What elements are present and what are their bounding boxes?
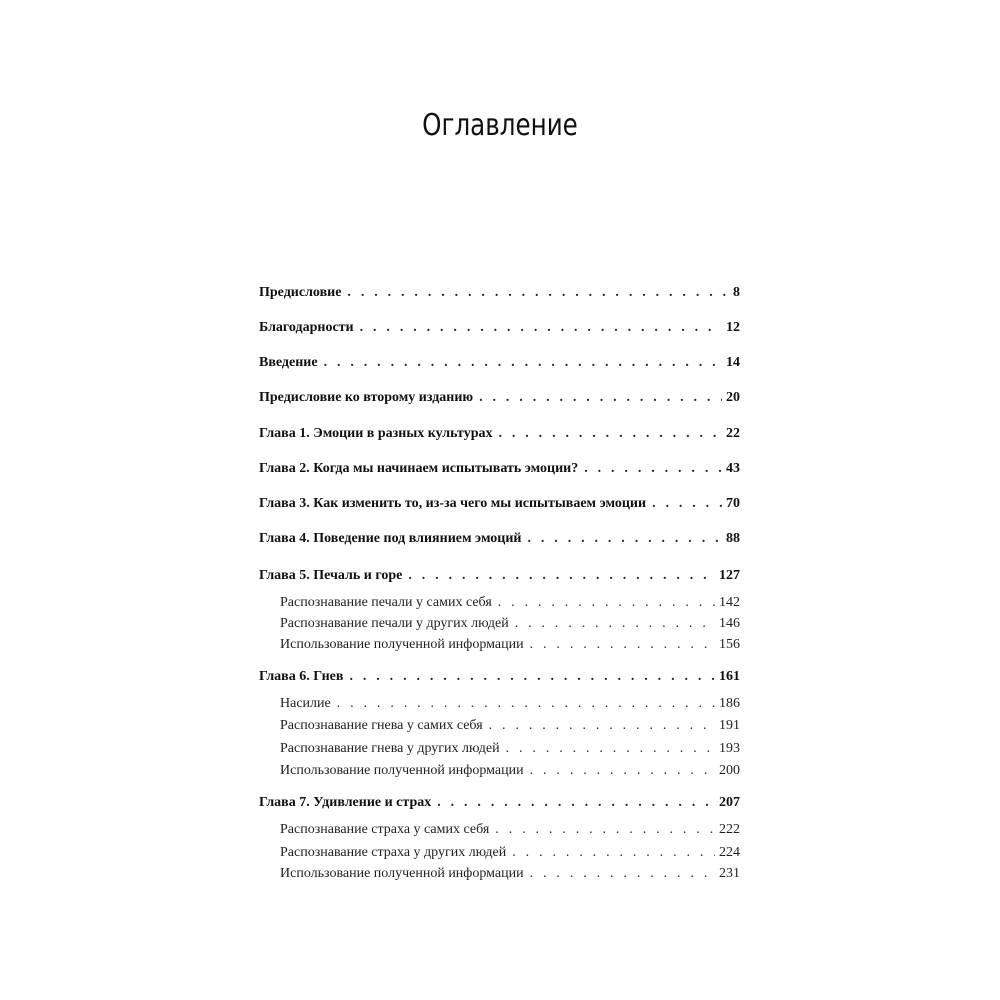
toc-entry-acknowledgements[interactable] — [259, 318, 740, 338]
dot-leader — [584, 459, 722, 479]
dot-leader — [489, 716, 715, 736]
toc-entry-chapter-7[interactable] — [259, 793, 740, 813]
toc-entry-page: 191 — [719, 718, 740, 733]
toc-subentry[interactable] — [280, 864, 740, 884]
toc-entry-page: 146 — [719, 616, 740, 631]
dot-leader — [530, 635, 715, 655]
toc-entry-chapter-1[interactable] — [259, 424, 740, 444]
dot-leader — [530, 864, 715, 884]
toc-entry-page: 200 — [719, 763, 740, 778]
toc-subentry[interactable] — [280, 761, 740, 781]
toc-entry-page: 222 — [719, 822, 740, 837]
toc-entry-title: Предисловие — [259, 285, 342, 300]
toc-subentry[interactable] — [280, 820, 740, 840]
dot-leader — [437, 793, 715, 813]
toc-entry-page: 20 — [726, 390, 740, 405]
toc-entry-chapter-5[interactable] — [259, 566, 740, 586]
toc-entry-page: 142 — [719, 595, 740, 610]
toc-entry-title: Использование полученной информации — [280, 763, 524, 778]
toc-entry-title: Распознавание страха у других людей — [280, 845, 507, 860]
dot-leader — [347, 283, 729, 303]
toc-entry-page: 193 — [719, 741, 740, 756]
toc-entry-page: 156 — [719, 637, 740, 652]
toc-subentry[interactable] — [280, 694, 740, 714]
toc-subentry[interactable] — [280, 716, 740, 736]
toc-entry-title: Распознавание страха у самих себя — [280, 822, 490, 837]
toc-entry-chapter-6[interactable] — [259, 667, 740, 687]
toc-entry-title: Распознавание гнева у других людей — [280, 741, 500, 756]
toc-entry-title: Глава 7. Удивление и страх — [259, 795, 432, 810]
toc-entry-page: 161 — [719, 669, 740, 684]
toc-entry-title: Глава 1. Эмоции в разных культурах — [259, 426, 493, 441]
toc-entry-chapter-4[interactable] — [259, 529, 740, 549]
dot-leader — [349, 667, 715, 687]
dot-leader — [498, 593, 715, 613]
toc-entry-title: Распознавание печали у других людей — [280, 616, 509, 631]
toc-entry-page: 231 — [719, 866, 740, 881]
toc-entry-title: Глава 6. Гнев — [259, 669, 344, 684]
toc-entry-page: 186 — [719, 696, 740, 711]
toc-entry-page: 70 — [726, 496, 740, 511]
dot-leader — [530, 761, 715, 781]
dot-leader — [498, 424, 722, 444]
toc-subentry[interactable] — [280, 614, 740, 634]
dot-leader — [506, 739, 715, 759]
toc-entry-title: Глава 4. Поведение под влиянием эмоций — [259, 531, 522, 546]
toc-entry-title: Введение — [259, 355, 318, 370]
toc-entry-page: 12 — [726, 320, 740, 335]
toc-entry-page: 207 — [719, 795, 740, 810]
toc-entry-title: Глава 2. Когда мы начинаем испытывать эмоции? — [259, 461, 579, 476]
toc-entry-title: Предисловие ко второму изданию — [259, 390, 474, 405]
toc-entry-page: 8 — [733, 285, 740, 300]
toc-entry-page: 224 — [719, 845, 740, 860]
toc-entry-title: Использование полученной информации — [280, 637, 524, 652]
toc-entry-chapter-2[interactable] — [259, 459, 740, 479]
toc-entry-page: 88 — [726, 531, 740, 546]
toc-entry-preface[interactable] — [259, 283, 740, 303]
toc-subentry[interactable] — [280, 843, 740, 863]
toc-entry-second-edition-preface[interactable] — [259, 388, 740, 408]
toc-entry-page: 127 — [719, 568, 740, 583]
toc-entry-title: Глава 3. Как изменить то, из-за чего мы испытываем эмоции — [259, 496, 647, 511]
toc-entry-title: Благодарности — [259, 320, 354, 335]
toc-entry-page: 14 — [726, 355, 740, 370]
dot-leader — [337, 694, 715, 714]
toc-entry-title: Глава 5. Печаль и горе — [259, 568, 403, 583]
toc-entry-page: 43 — [726, 461, 740, 476]
toc-entry-title: Использование полученной информации — [280, 866, 524, 881]
dot-leader — [479, 388, 722, 408]
toc-entry-title: Распознавание гнева у самих себя — [280, 718, 483, 733]
toc-entry-title: Распознавание печали у самих себя — [280, 595, 492, 610]
toc-entry-page: 22 — [726, 426, 740, 441]
toc-subentry[interactable] — [280, 593, 740, 613]
toc-entry-introduction[interactable] — [259, 353, 740, 373]
toc-subentry[interactable] — [280, 635, 740, 655]
dot-leader — [512, 843, 715, 863]
dot-leader — [408, 566, 715, 586]
dot-leader — [360, 318, 722, 338]
toc-entry-chapter-3[interactable] — [259, 494, 740, 514]
dot-leader — [528, 529, 723, 549]
dot-leader — [515, 614, 715, 634]
toc-subentry[interactable] — [280, 739, 740, 759]
page-title: Оглавление — [422, 108, 578, 143]
toc-entry-title: Насилие — [280, 696, 331, 711]
dot-leader — [652, 494, 722, 514]
dot-leader — [324, 353, 722, 373]
dot-leader — [495, 820, 715, 840]
